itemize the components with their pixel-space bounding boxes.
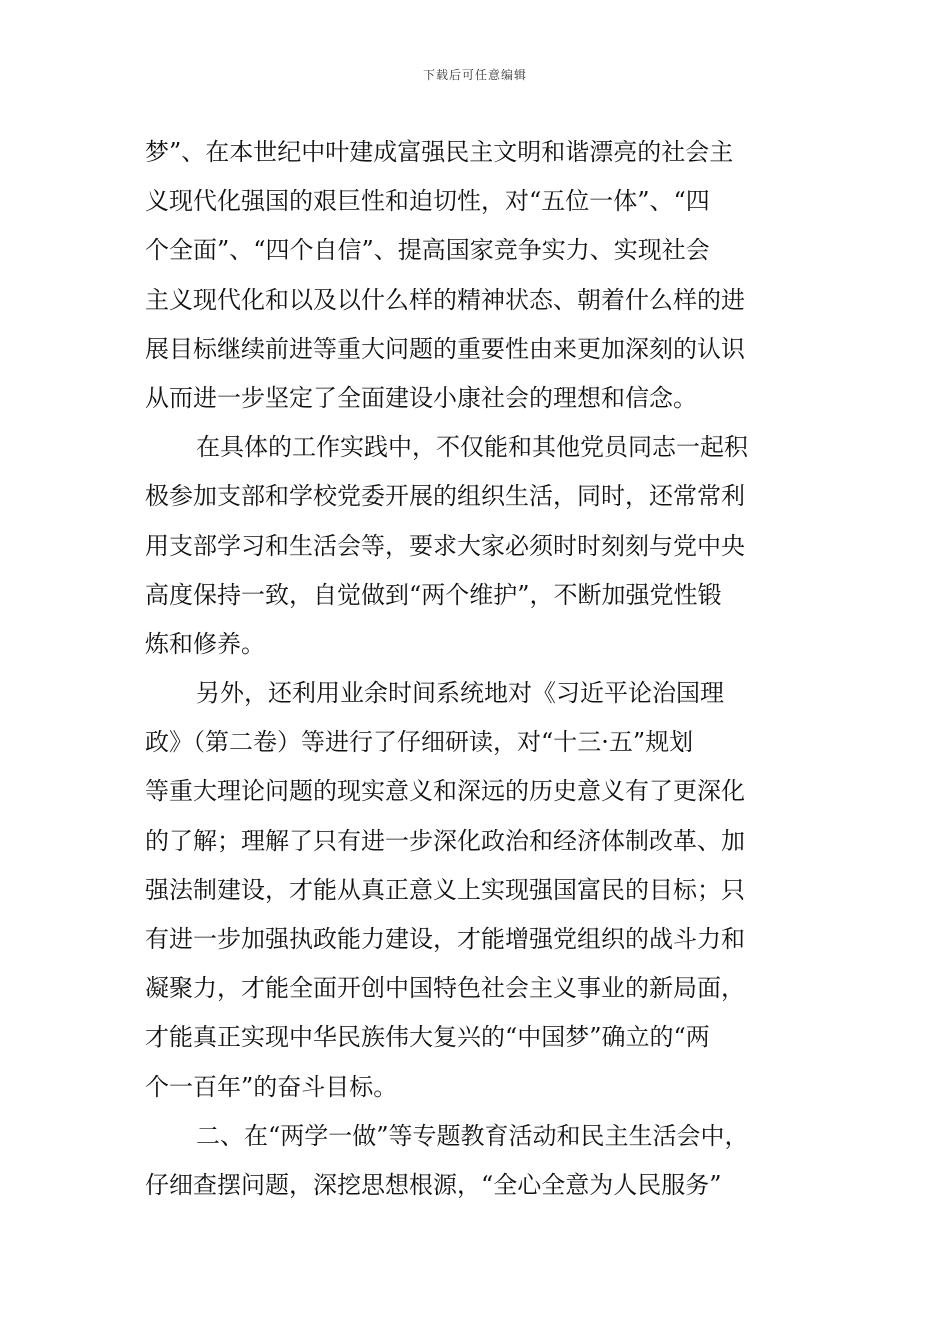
text-line: 在具体的工作实践中，不仅能和其他党员同志一起积 (196, 433, 748, 462)
text-line: 凝聚力，才能全面开创中国特色社会主义事业的新局面， (145, 974, 745, 1003)
text-line: 义现代化强国的艰巨性和迫切性，对“五位一体”、“四 (145, 187, 710, 216)
text-line: 有进一步加强执政能力建设，才能增强党组织的战斗力和 (145, 925, 745, 953)
text-line: 个全面”、“四个自信”、提高国家竞争实力、实现社会 (145, 236, 710, 265)
text-line: 梦”、在本世纪中叶建成富强民主文明和谐漂亮的社会主 (145, 138, 734, 166)
text-line: 用支部学习和生活会等，要求大家必须时时刻刻与党中央 (145, 531, 745, 560)
header-note: 下载后可任意编辑 (422, 68, 527, 82)
text-line: 炼和修养。 (145, 629, 265, 658)
text-line: 强法制建设，才能从真正意义上实现强国富民的目标；只 (145, 875, 745, 904)
text-line: 展目标继续前进等重大问题的重要性由来更加深刻的认识 (145, 334, 745, 363)
text-line: 主义现代化和以及以什么样的精神状态、朝着什么样的进 (145, 285, 745, 314)
text-line: 另外，还利用业余时间系统地对《习近平论治国理 (196, 679, 724, 708)
text-line: 仔细查摆问题，深挖思想根源，“全心全意为人民服务” (145, 1170, 722, 1199)
text-line: 个一百年”的奋斗目标。 (145, 1072, 398, 1101)
text-line: 才能真正实现中华民族伟大复兴的“中国梦”确立的“两 (145, 1023, 710, 1052)
text-line: 从而进一步坚定了全面建设小康社会的理想和信念。 (145, 383, 697, 412)
text-line: 二、在“两学一做”等专题教育活动和民主生活会中， (196, 1121, 749, 1150)
text-line: 高度保持一致，自觉做到“两个维护”，不断加强党性锻 (145, 580, 722, 609)
text-line: 等重大理论问题的现实意义和深远的历史意义有了更深化 (145, 777, 745, 806)
document-body (145, 128, 809, 1210)
text-line: 极参加支部和学校党委开展的组织生活，同时，还常常利 (145, 482, 745, 511)
text-line: 政》（第二卷）等进行了仔细研读，对“十三·五”规划 (145, 728, 694, 757)
text-line: 的了解；理解了只有进一步深化政治和经济体制改革、加 (145, 826, 745, 855)
